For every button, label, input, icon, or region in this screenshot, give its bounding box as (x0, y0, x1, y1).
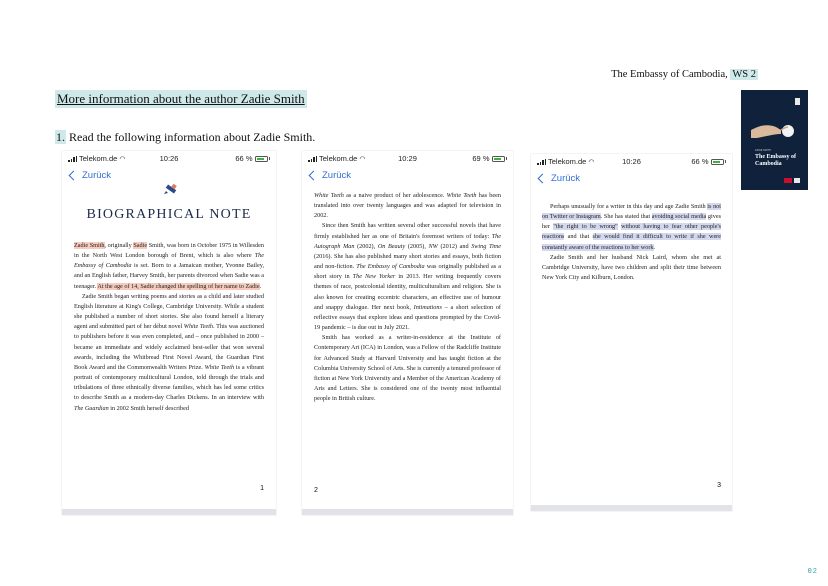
biographical-note-heading: BIOGRAPHICAL NOTE (86, 207, 252, 222)
phone-screenshot-1 (62, 151, 276, 515)
paragraph: Zadie Smith and her husband Nick Laird, whom she met at Cambridge University, have two children and split their time between New York City and Kilburn, London. (542, 253, 721, 282)
publisher-logo-icon (795, 98, 800, 105)
battery-icon (255, 156, 268, 162)
paragraph: Since then Smith has written several other successful novels that have firmly established her as one of Britain's foremost writers of today: The Autograph Man (2002), On Beauty (2005), NW (2012) and Swing Time (2016). She has also published many short stories and essays, both fiction and non-fiction. The Embassy of Cambodia was originally published as a short story in The New Yorker in 2013. Her writing frequently covers themes of race, postcolonial identity, multiculturalism and religion. She is also known for creating eccentric characters, an effective use of humour and snappy dialogue. Her next book, Intimations – a short selection of reflective essays that explore ideas and questions prompted by the Covid-19 pandemic – is due out in July 2021. (314, 222, 502, 332)
signal-icon (537, 159, 546, 165)
cover-title: The Embassy of Cambodia (755, 154, 797, 167)
phone-screenshot-2 (302, 151, 513, 515)
chevron-left-icon (309, 171, 319, 181)
page-title: More information about the author Zadie Smith (57, 91, 305, 106)
carrier: Telekom.de ◠ (68, 154, 125, 163)
battery-icon (492, 156, 505, 162)
page-number: 3 (717, 482, 721, 489)
paragraph: Zadie Smith, originally Sadie Smith, was born in October 1975 in Willesden in the North West London borough of Brent, which is also where The Embassy of Cambodia is set. Born to a Jamaican mother, Yvonne Bailey, and an English father, Harvey Smith, her parents divorced when Sadie was a teenager. At the age of 14, Sadie changed the spelling of her name to Zadie. (74, 242, 264, 290)
phone-screenshot-3 (531, 154, 732, 511)
paragraph: White Teeth as a naive product of her adolescence. White Teeth has been translated into over twenty languages and was adapted for television in 2002. (314, 192, 501, 220)
back-button[interactable]: Zurück (536, 173, 580, 184)
status-bar (62, 153, 276, 165)
page-number: 1 (260, 485, 264, 492)
battery: 66 % (235, 154, 270, 163)
carrier: Telekom.de ◠ (308, 154, 365, 163)
page-3-text (542, 202, 721, 283)
flag-icon (784, 178, 792, 183)
worksheet-header (611, 69, 758, 80)
page-1-text (74, 241, 264, 414)
book-cover-image (741, 90, 808, 190)
hand-with-ball-icon (751, 118, 799, 140)
carrier: Telekom.de ◠ (537, 157, 594, 166)
back-button[interactable]: Zurück (67, 170, 111, 181)
paragraph: Perhaps unusually for a writer in this day and age Zadie Smith is not on Twitter or Instagram. She has stated that avoiding social media gives her "the right to be wrong" without having to fear other people's reactions and that she would find it difficult to write if she were constantly aware of the reactions to her work. (542, 203, 722, 251)
flag-icon (794, 178, 800, 183)
signal-icon (68, 156, 77, 162)
status-bar (302, 153, 513, 165)
battery: 66 % (691, 157, 726, 166)
chevron-left-icon (538, 174, 548, 184)
battery-icon (711, 159, 724, 165)
paragraph: Smith has worked as a writer-in-residence at the Institute of Contemporary Art (ICA) in London, was a Fellow of the Radcliffe Institute for Advanced Study at Harvard University and has taught fiction at the Columbia University School of Arts. She is currently a tenured professor of fiction at New York University and a Member of the American Academy of Arts and Letters. She is considered one of the twenty most influential people in British culture. (314, 334, 501, 403)
paragraph: Zadie Smith began writing poems and stories as a child and later studied English literature at King's College, Cambridge University. While a student she published a number of short stories. She also found herself a literary agent and submitted part of her début novel White Teeth. This was auctioned to publishers before it was even completed, and – once published in 2000 – became an immediate and widely acclaimed best-seller that won several awards, including the Whitbread First Novel Award, the Guardian First Book Award and the Commonwealth Writers Prize. White Teeth is a vibrant portrait of contemporary multicultural London, told through the trials and tribulations of three ethnically diverse families, which has led some critics to describe Smith as a modern-day Charles Dickens. In an interview with The Guardian in 2002 Smith herself described (74, 292, 264, 412)
pen-icon (160, 184, 180, 198)
header-prefix: The Embassy of Cambodia, (611, 69, 728, 80)
task-text: Read the following information about Zadie Smith. (69, 130, 316, 144)
page-number: 2 (314, 487, 318, 494)
worksheet-number: WS 2 (732, 69, 756, 80)
status-bar (531, 156, 732, 168)
page-corner-number: 02 (807, 568, 818, 576)
task-instruction (55, 130, 315, 145)
wifi-icon: ◠ (588, 159, 595, 166)
status-time: 10:26 (159, 154, 179, 163)
cover-author: ZADIE SMITH (755, 149, 771, 152)
chevron-left-icon (69, 171, 79, 181)
wifi-icon: ◠ (359, 156, 366, 163)
battery: 69 % (472, 154, 507, 163)
status-time: 10:29 (398, 154, 417, 163)
task-number: 1. (56, 130, 65, 144)
page-2-text (314, 191, 501, 404)
status-time: 10:26 (622, 157, 641, 166)
signal-icon (308, 156, 317, 162)
wifi-icon: ◠ (119, 156, 126, 163)
back-button[interactable]: Zurück (307, 170, 351, 181)
